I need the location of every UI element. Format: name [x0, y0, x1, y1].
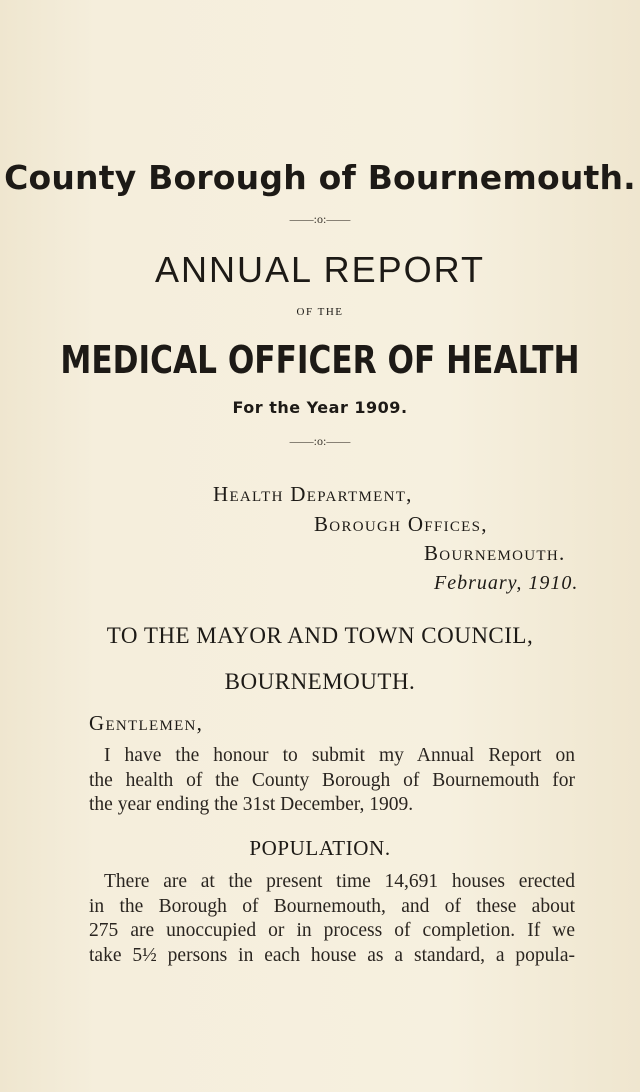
medical-officer-heading: MEDICAL OFFICER OF HEALTH [60, 338, 580, 382]
county-title: County Borough of Bournemouth. [4, 158, 636, 197]
salutation: Gentlemen, [89, 711, 204, 735]
addressee-town: BOURNEMOUTH. [224, 669, 416, 694]
population-line: There are at the present time 14,691 houses erected [104, 871, 575, 892]
section-heading-population: POPULATION. [249, 836, 391, 860]
population-line: take 5½ persons in each house as a standard, a popula- [89, 944, 575, 966]
ornament-divider-top: ——:o:—— [289, 212, 351, 226]
address-line-offices: Borough Offices, [314, 512, 488, 536]
ornament-divider-bottom: ——:o:—— [289, 434, 351, 448]
intro-paragraph [89, 744, 575, 818]
addressee-line: TO THE MAYOR AND TOWN COUNCIL, [106, 623, 534, 648]
intro-line: I have the honour to submit my Annual Report on [104, 745, 575, 766]
address-line-department: Health Department, [213, 482, 413, 506]
population-paragraph [89, 870, 575, 968]
of-the-label: OF THE [296, 306, 344, 318]
annual-report-heading: ANNUAL REPORT [154, 249, 486, 290]
report-year: For the Year 1909. [232, 398, 408, 417]
intro-line: the year ending the 31st December, 1909. [89, 794, 414, 815]
intro-line: the health of the County Borough of Bournemouth for [89, 769, 575, 791]
population-line: in the Borough of Bournemouth, and of these about [89, 895, 575, 917]
address-line-town: Bournemouth. [424, 541, 566, 565]
letter-date: February, 1910. [434, 572, 579, 594]
population-line: 275 are unoccupied or in process of completion. If we [89, 920, 575, 941]
